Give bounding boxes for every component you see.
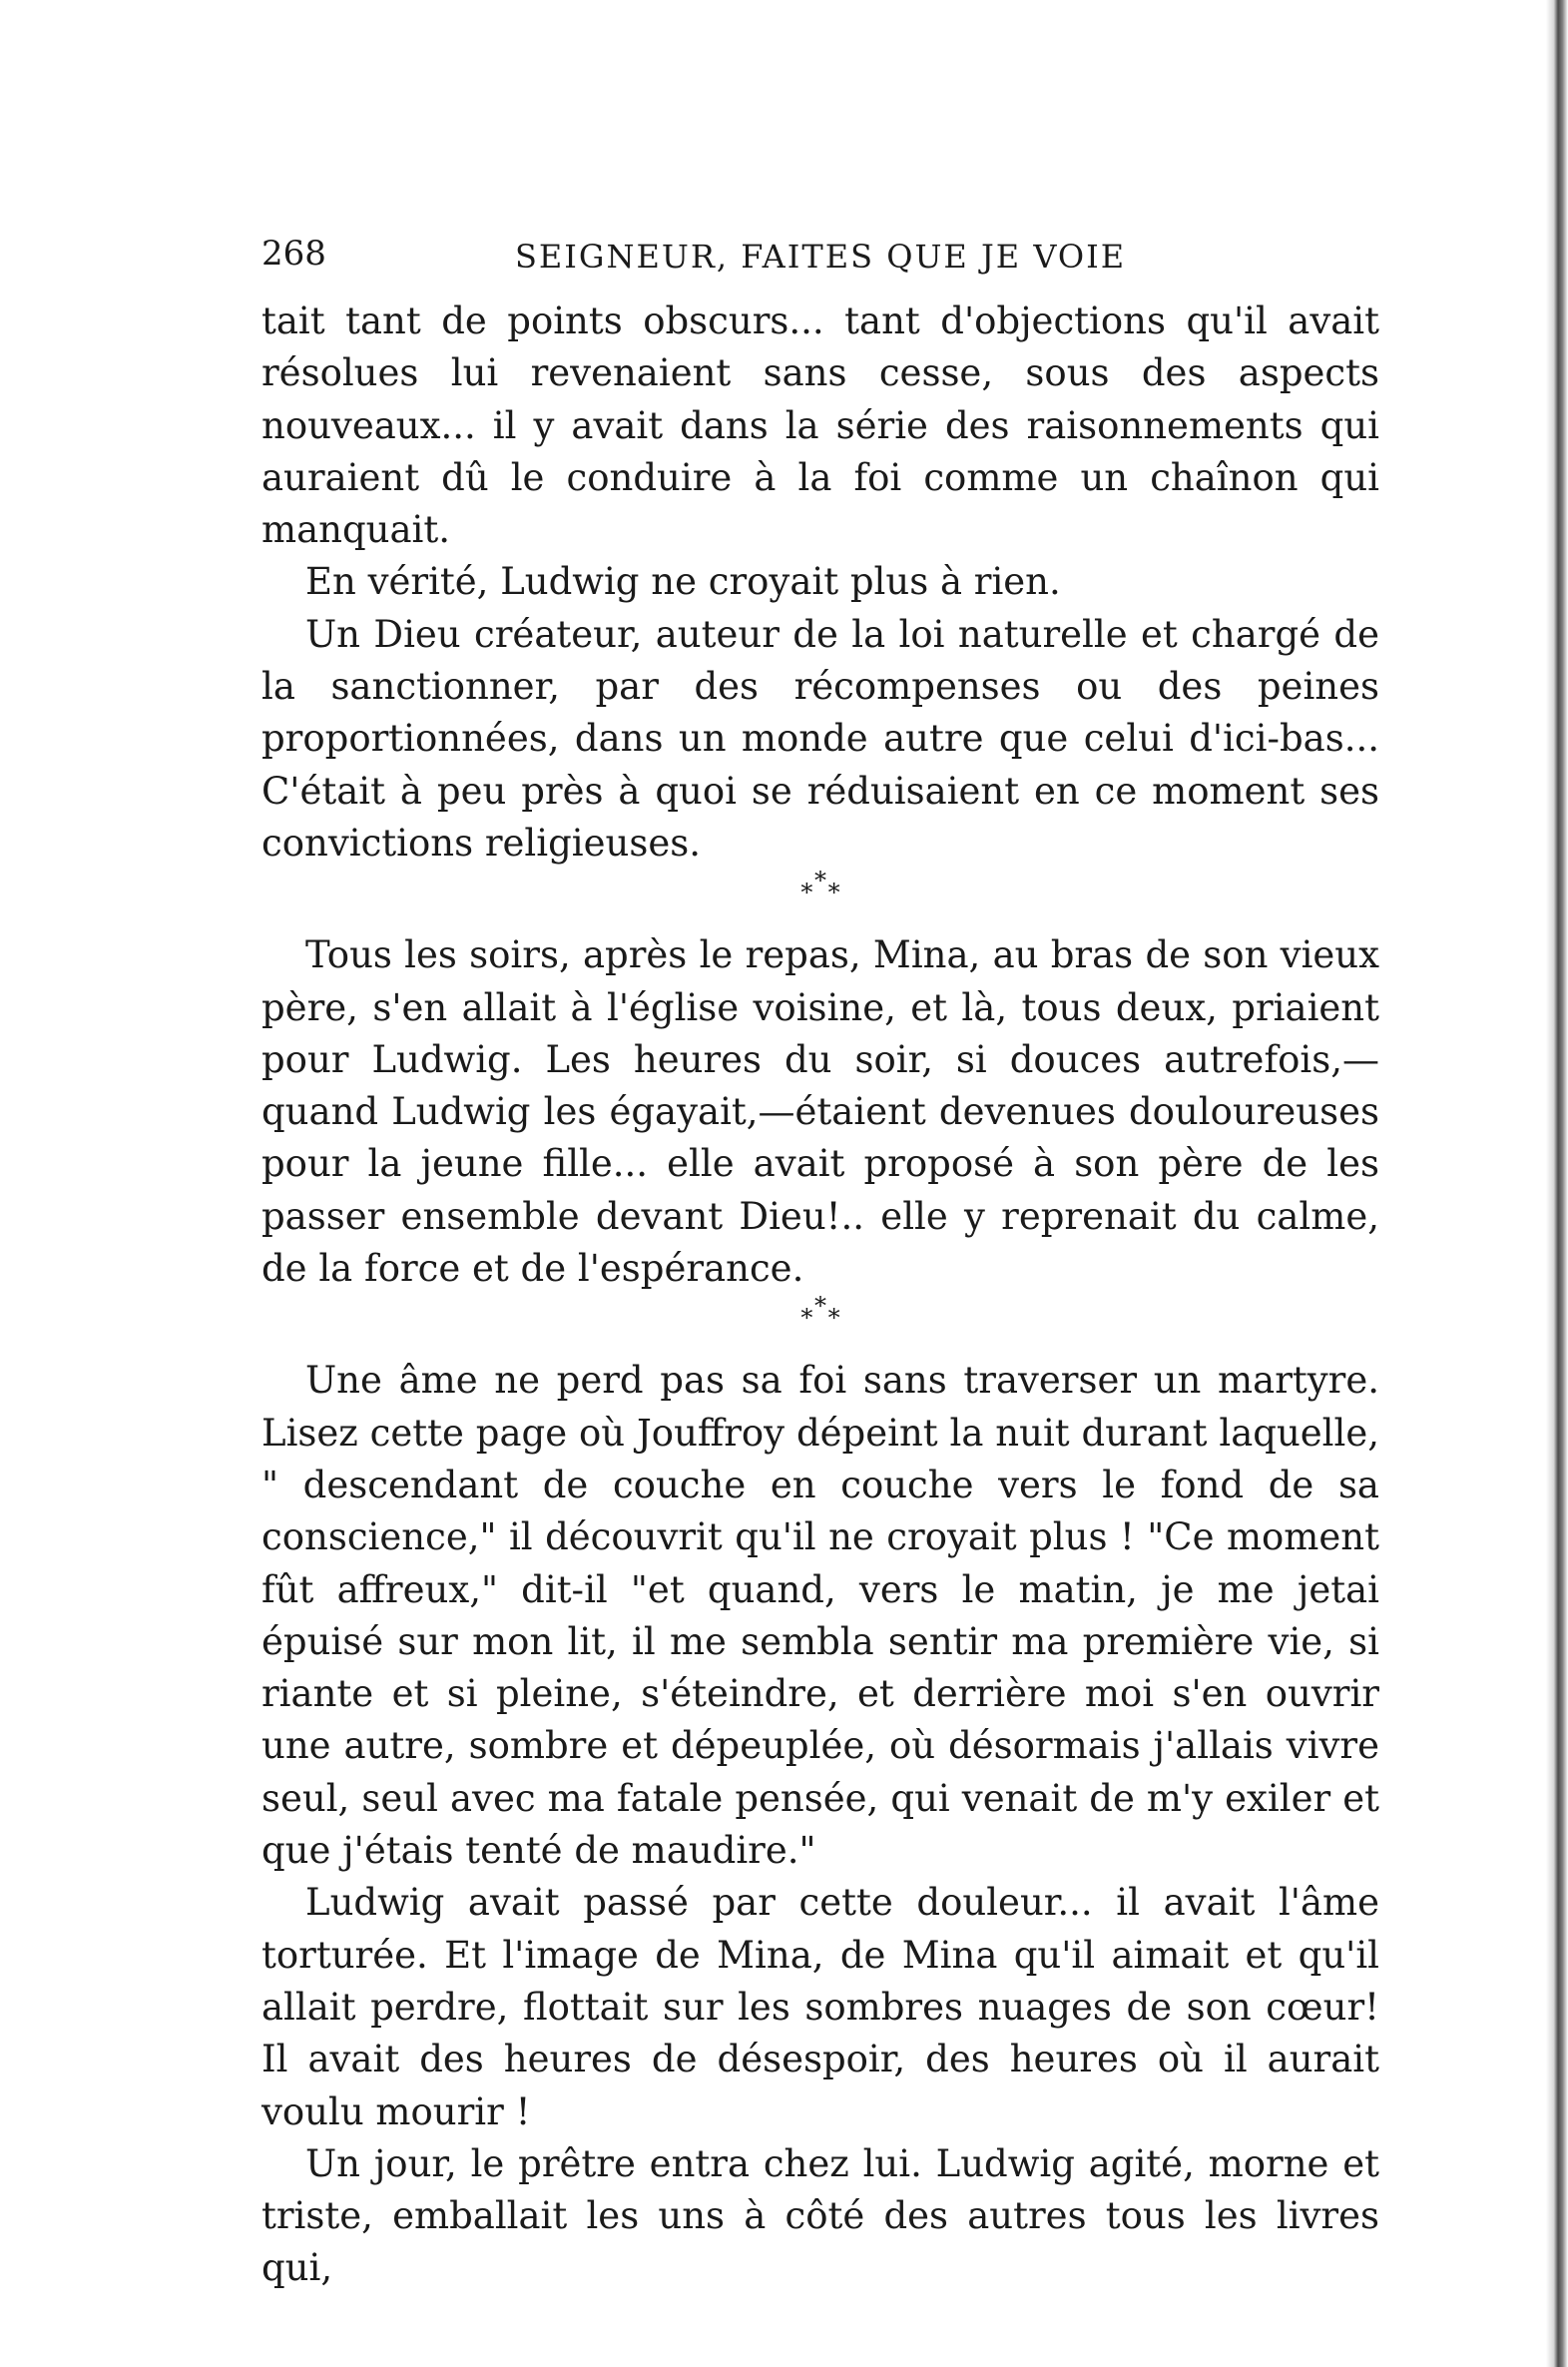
paragraph: Ludwig avait passé par cette douleur... il avait l'âme torturée. Et l'image de Mina, de Mina qu'il aimait et qu'il allait perdre, flottait sur les sombres nuages de son cœur! Il avait des heures de désespoir, des heures où il aurait voulu mourir !	[261, 1881, 1379, 2133]
running-header	[261, 226, 1379, 286]
asterism-star: *	[814, 1292, 826, 1321]
paragraph: Un jour, le prêtre entra chez lui. Ludwig agité, morne et triste, emballait les uns à côté des autres tous les livres qui,	[261, 2141, 1379, 2290]
asterism-stars-pair	[261, 1304, 1379, 1333]
paragraph: Une âme ne perd pas sa foi sans traverser un martyre. Lisez cette page où Jouffroy dépeint la nuit durant laquelle, " descendant de couche en couche vers le fond de sa conscience," il découvrit qu'il ne croyait plus ! "Ce moment fût affreux," dit-il "et quand, vers le matin, je me jetai épuisé sur mon lit, il me sembla sentir ma première vie, si riante et si pleine, s'éteindre, et derrière moi s'en ouvrir une autre, sombre et dépeuplée, où désormais j'allais vivre seul, seul avec ma fatale pensée, qui venait de m'y exiler et que j'étais tenté de maudire."	[261, 1359, 1379, 1873]
scanned-page-edge	[1546, 0, 1568, 2367]
paragraph: Un Dieu créateur, auteur de la loi naturelle et chargé de la sanctionner, par des récompenses ou des peines proportionnées, dans un monde autre que celui d'ici-bas... C'était à peu près à quoi se réduisaient en ce moment ses convictions religieuses.	[261, 612, 1379, 865]
asterism-star: *	[814, 867, 826, 895]
paragraph: Tous les soirs, après le repas, Mina, au bras de son vieux père, s'en allait à l'église voisine, et là, tous deux, priaient pour Ludwig. Les heures du soir, si douces autrefois,—quand Ludwig les égayait,—étaient devenues douloureuses pour la jeune fille... elle avait proposé à son père de les passer ensemble devant Dieu!.. elle y reprenait du calme, de la force et de l'espérance.	[261, 933, 1379, 1291]
running-title: SEIGNEUR, FAITES QUE JE VOIE	[515, 238, 1127, 276]
asterism-star: *	[827, 879, 840, 907]
asterism-stars-pair	[261, 879, 1379, 907]
page-number: 268	[261, 234, 326, 274]
section-break-asterism	[261, 867, 1379, 929]
paragraph: En vérité, Ludwig ne croyait plus à rien.	[305, 560, 1061, 604]
asterism-star: *	[800, 879, 813, 907]
paragraph-continued: tait tant de points obscurs... tant d'objections qu'il avait résolues lui revenaient sans cesse, sous des aspects nouveaux... il y avait dans la série des raisonnements qui auraient dû le conduire à la foi comme un chaînon qui manquait.	[261, 299, 1379, 552]
body-text	[261, 296, 1379, 2295]
asterism-star: *	[827, 1304, 840, 1333]
section-break-asterism	[261, 1292, 1379, 1355]
asterism-star: *	[800, 1304, 813, 1333]
